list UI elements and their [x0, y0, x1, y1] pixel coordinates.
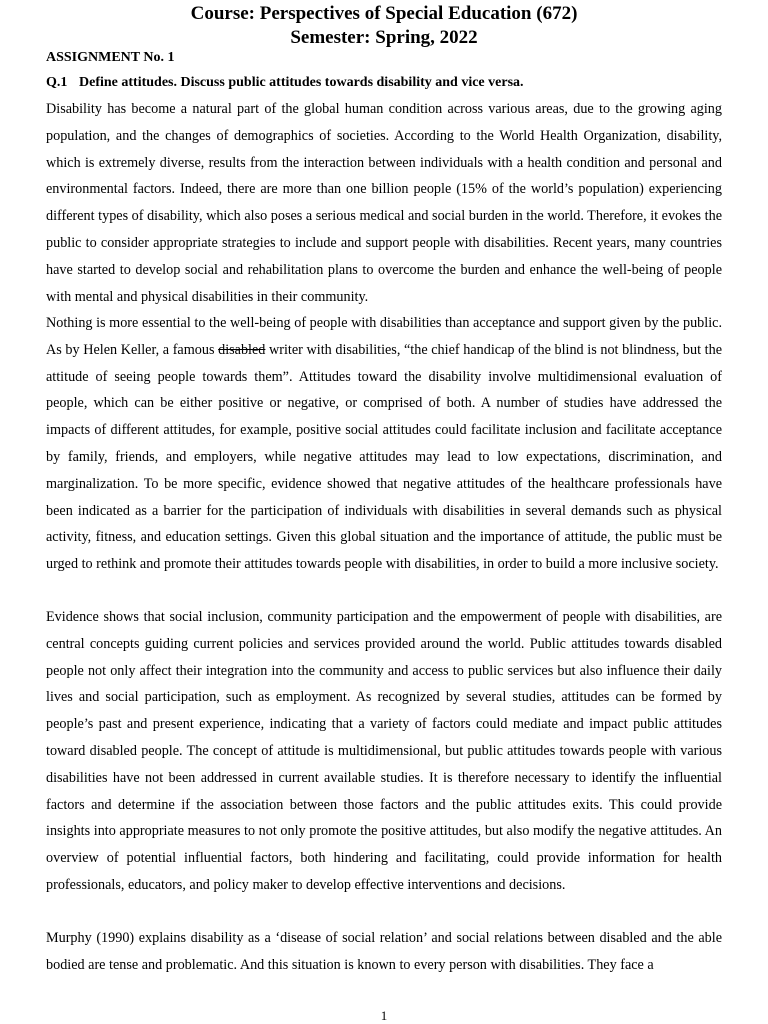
assignment-heading: ASSIGNMENT No. 1: [46, 50, 175, 65]
question-text: Define attitudes. Discuss public attitudes towards disability and vice versa.: [79, 75, 524, 90]
paragraph-3: Evidence shows that social inclusion, community participation and the empowerment of people with disabilities, are central concepts guiding current policies and services provided around the world. Public attitudes towards disabled people not only affect their integration into the community and access to public services but also influence their daily lives and social participation, such as employment. As recognized by several studies, attitudes can be formed by people’s past and present experience, indicating that a variety of factors could mediate and impact public attitudes toward disabled people. The concept of attitude is multidimensional, but public attitudes towards people with various disabilities have not been addressed in current available studies. It is therefore necessary to identify the influential factors and determine if the association between those factors and the public attitudes exits. This could provide insights into appropriate measures to not only promote the positive attitudes, but also modify the negative attitudes. An overview of potential influential factors, both hindering and facilitating, could provide information for health professionals, educators, and policy maker to develop effective interventions and decisions.: [46, 609, 722, 893]
question-heading: [46, 74, 524, 92]
paragraph-4: Murphy (1990) explains disability as a ‘disease of social relation’ and social relations between disabled and the able bodied are tense and problematic. And this situation is known to every person with disabilities. They face a: [46, 930, 722, 973]
struck-word: disabled: [218, 341, 266, 358]
semester-title: Semester: Spring, 2022: [290, 27, 478, 48]
course-title: Course: Perspectives of Special Education (672): [190, 3, 578, 24]
paragraph-2-part-1: Nothing is more essential to the well-being of people with disabilities than acceptance and support given by the public. As by Helen Keller, a famous: [46, 315, 722, 358]
question-number: Q.1: [46, 75, 68, 90]
paragraph-2-part-2: writer with disabilities, “the chief handicap of the blind is not blindness, but the attitude of seeing people towards them”. Attitudes toward the disability involve multidimensional evaluation of people, which can be either positive or negative, or comprised of both. A number of studies have addressed the impacts of different attitudes, for example, positive social attitudes could facilitate inclusion and facilitate acceptance by family, friends, and employers, while negative attitudes may lead to low expectations, discrimination, and marginalization. To be more specific, evidence showed that negative attitudes of the healthcare professionals have been indicated as a barrier for the participation of individuals with disabilities in several demands such as physical activity, fitness, and education settings. Given this global situation and the importance of attitude, the public must be urged to rethink and promote their attitudes towards people with disabilities, in order to build a more inclusive society.: [46, 341, 722, 573]
page-number: 1: [380, 1008, 388, 1023]
paragraph-2: [46, 310, 722, 578]
paragraph-1: Disability has become a natural part of the global human condition across various areas, due to the growing aging population, and the changes of demographics of societies. According to the World Health Organization, disability, which is extremely diverse, results from the interaction between individuals with a health condition and personal and environmental factors. Indeed, there are more than one billion people (15% of the world’s population) experiencing different types of disability, which also poses a serious medical and social burden in the world. Therefore, it evokes the public to consider appropriate strategies to include and support people with disabilities. Recent years, many countries have started to develop social and rehabilitation plans to overcome the burden and enhance the well-being of people with mental and physical disabilities in their community.: [46, 101, 722, 305]
